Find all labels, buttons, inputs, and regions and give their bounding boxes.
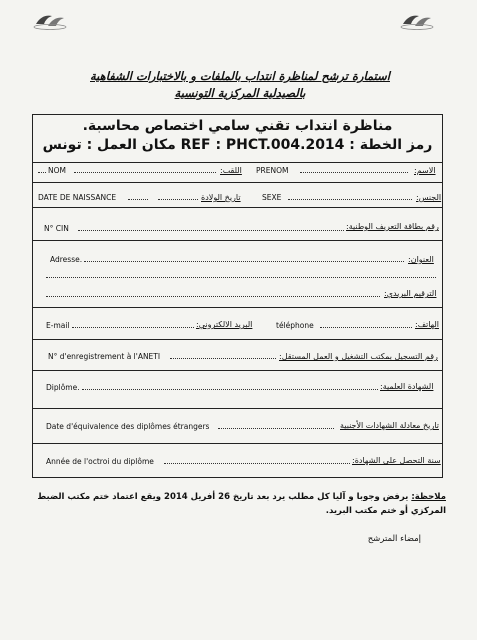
telephone-label-ar: الهاتف:	[415, 320, 439, 329]
row-divider	[32, 240, 443, 241]
row-divider	[32, 339, 443, 340]
postal-field[interactable]	[46, 296, 380, 297]
cin-field[interactable]	[78, 230, 344, 231]
candidate-signature-label: إمضاء المترشح	[367, 534, 421, 544]
dob-field-a[interactable]	[128, 199, 148, 200]
form-title	[60, 68, 420, 102]
adresse-field-line2[interactable]	[46, 277, 436, 278]
nom-label-ar: اللقب:	[220, 166, 242, 175]
prenom-field[interactable]	[300, 172, 408, 173]
email-field[interactable]	[72, 327, 194, 328]
equivalence-label: Date d'équivalence des diplômes étrangers	[46, 422, 210, 431]
adresse-field[interactable]	[84, 261, 404, 262]
octroi-label: Année de l'octroi du diplôme	[46, 457, 154, 466]
dob-label: DATE DE NAISSANCE	[38, 193, 117, 202]
nom-fill-left[interactable]	[38, 172, 46, 173]
octroi-field[interactable]	[164, 463, 350, 464]
row-divider	[32, 307, 443, 308]
diplome-label: Diplôme.	[46, 383, 80, 392]
nom-label: NOM	[48, 166, 66, 175]
aneti-label-ar: رقم التسجيل بمكتب التشغيل و العمل المستقل:	[279, 352, 438, 361]
prenom-label: PRENOM	[256, 166, 289, 175]
prenom-label-ar: الاسم:	[414, 166, 436, 175]
note-text: يرفض وجوبا و آليا كل مطلب يرد بعد تاريخ 26 أفريل 2014 ويقع اعتماد ختم مكتب الضبط المركزي أو ختم مكتب البريد.	[37, 492, 446, 516]
sexe-label-ar: الجنس:	[416, 193, 442, 202]
cin-label-ar: رقم بطاقة التعريف الوطنية:	[346, 222, 439, 231]
logo-right	[397, 8, 437, 32]
dob-label-ar: تاريخ الولادة	[201, 193, 241, 202]
row-divider	[32, 408, 443, 409]
nom-field[interactable]	[74, 172, 216, 173]
row-divider	[32, 162, 443, 163]
row-divider	[32, 207, 443, 208]
aneti-field[interactable]	[170, 358, 276, 359]
postal-label-ar: الترقيم البريدي:	[384, 289, 437, 298]
octroi-label-ar: سنة التحصل على الشهادة:	[352, 456, 441, 465]
diplome-field[interactable]	[82, 389, 378, 390]
logo-left	[30, 8, 70, 32]
title-line-2: بالصيدلية المركزية التونسية	[174, 86, 306, 100]
aneti-label: N° d'enregistrement à l'ANETI	[48, 352, 161, 361]
adresse-label: Adresse.	[50, 255, 83, 264]
telephone-label: téléphone	[276, 321, 314, 330]
title-line-1: استمارة ترشح لمناظرة انتداب بالملفات و بالاختبارات الشفاهية	[90, 69, 390, 83]
reference-heading: رمز الخطة : REF : PHCT.004.2014 مكان العمل : تونس	[42, 137, 433, 153]
row-divider	[32, 443, 443, 444]
row-divider	[32, 182, 443, 183]
equivalence-field[interactable]	[218, 428, 334, 429]
note-block	[30, 490, 446, 518]
dob-field[interactable]	[158, 199, 198, 200]
email-label: E-mail	[46, 321, 70, 330]
competition-heading: مناظرة انتداب تقني سامي اختصاص محاسبة.	[82, 118, 393, 134]
email-label-ar: البريد الالكتروني:	[196, 320, 253, 329]
sexe-label: SEXE	[262, 193, 282, 202]
adresse-label-ar: العنوان:	[408, 255, 434, 264]
equivalence-label-ar: تاريخ معادلة الشهادات الأجنبية	[340, 421, 439, 430]
telephone-field[interactable]	[320, 327, 412, 328]
sexe-field[interactable]	[288, 199, 412, 200]
row-divider	[32, 370, 443, 371]
note-label: ملاحظة:	[411, 492, 446, 502]
diplome-label-ar: الشهادة العلمية:	[380, 382, 434, 391]
cin-label: N° CIN	[44, 224, 69, 233]
